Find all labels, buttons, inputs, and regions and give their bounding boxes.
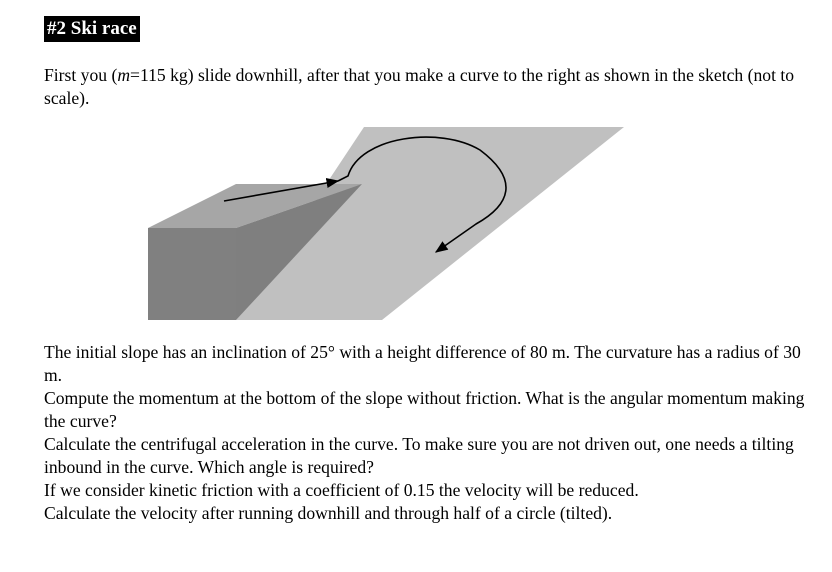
block-front-face (148, 228, 236, 320)
paragraph-friction-info: If we consider kinetic friction with a coefficient of 0.15 the velocity will be reduced. (44, 480, 639, 500)
paragraph-velocity-question: Calculate the velocity after running downhill and through half of a circle (tilted). (44, 503, 613, 523)
intro-text-end: =115 kg) slide downhill, after that you make a curve to the right as shown in the sketch (not to scale). (44, 65, 795, 108)
intro-text-start: First you ( (44, 65, 118, 85)
problem-heading: #2 Ski race (44, 16, 140, 42)
paragraph-momentum-question: Compute the momentum at the bottom of the slope without friction. What is the angular momentum making the curve? (44, 388, 805, 431)
paragraph-slope-info: The initial slope has an inclination of 25° with a height difference of 80 m. The curvature has a radius of 30 m. (44, 342, 801, 385)
problem-text (44, 341, 814, 525)
mass-variable: m (117, 65, 131, 85)
paragraph-centrifugal-question: Calculate the centrifugal acceleration in the curve. To make sure you are not driven out, one needs a tilting inbound in the curve. Which angle is required? (44, 434, 794, 477)
